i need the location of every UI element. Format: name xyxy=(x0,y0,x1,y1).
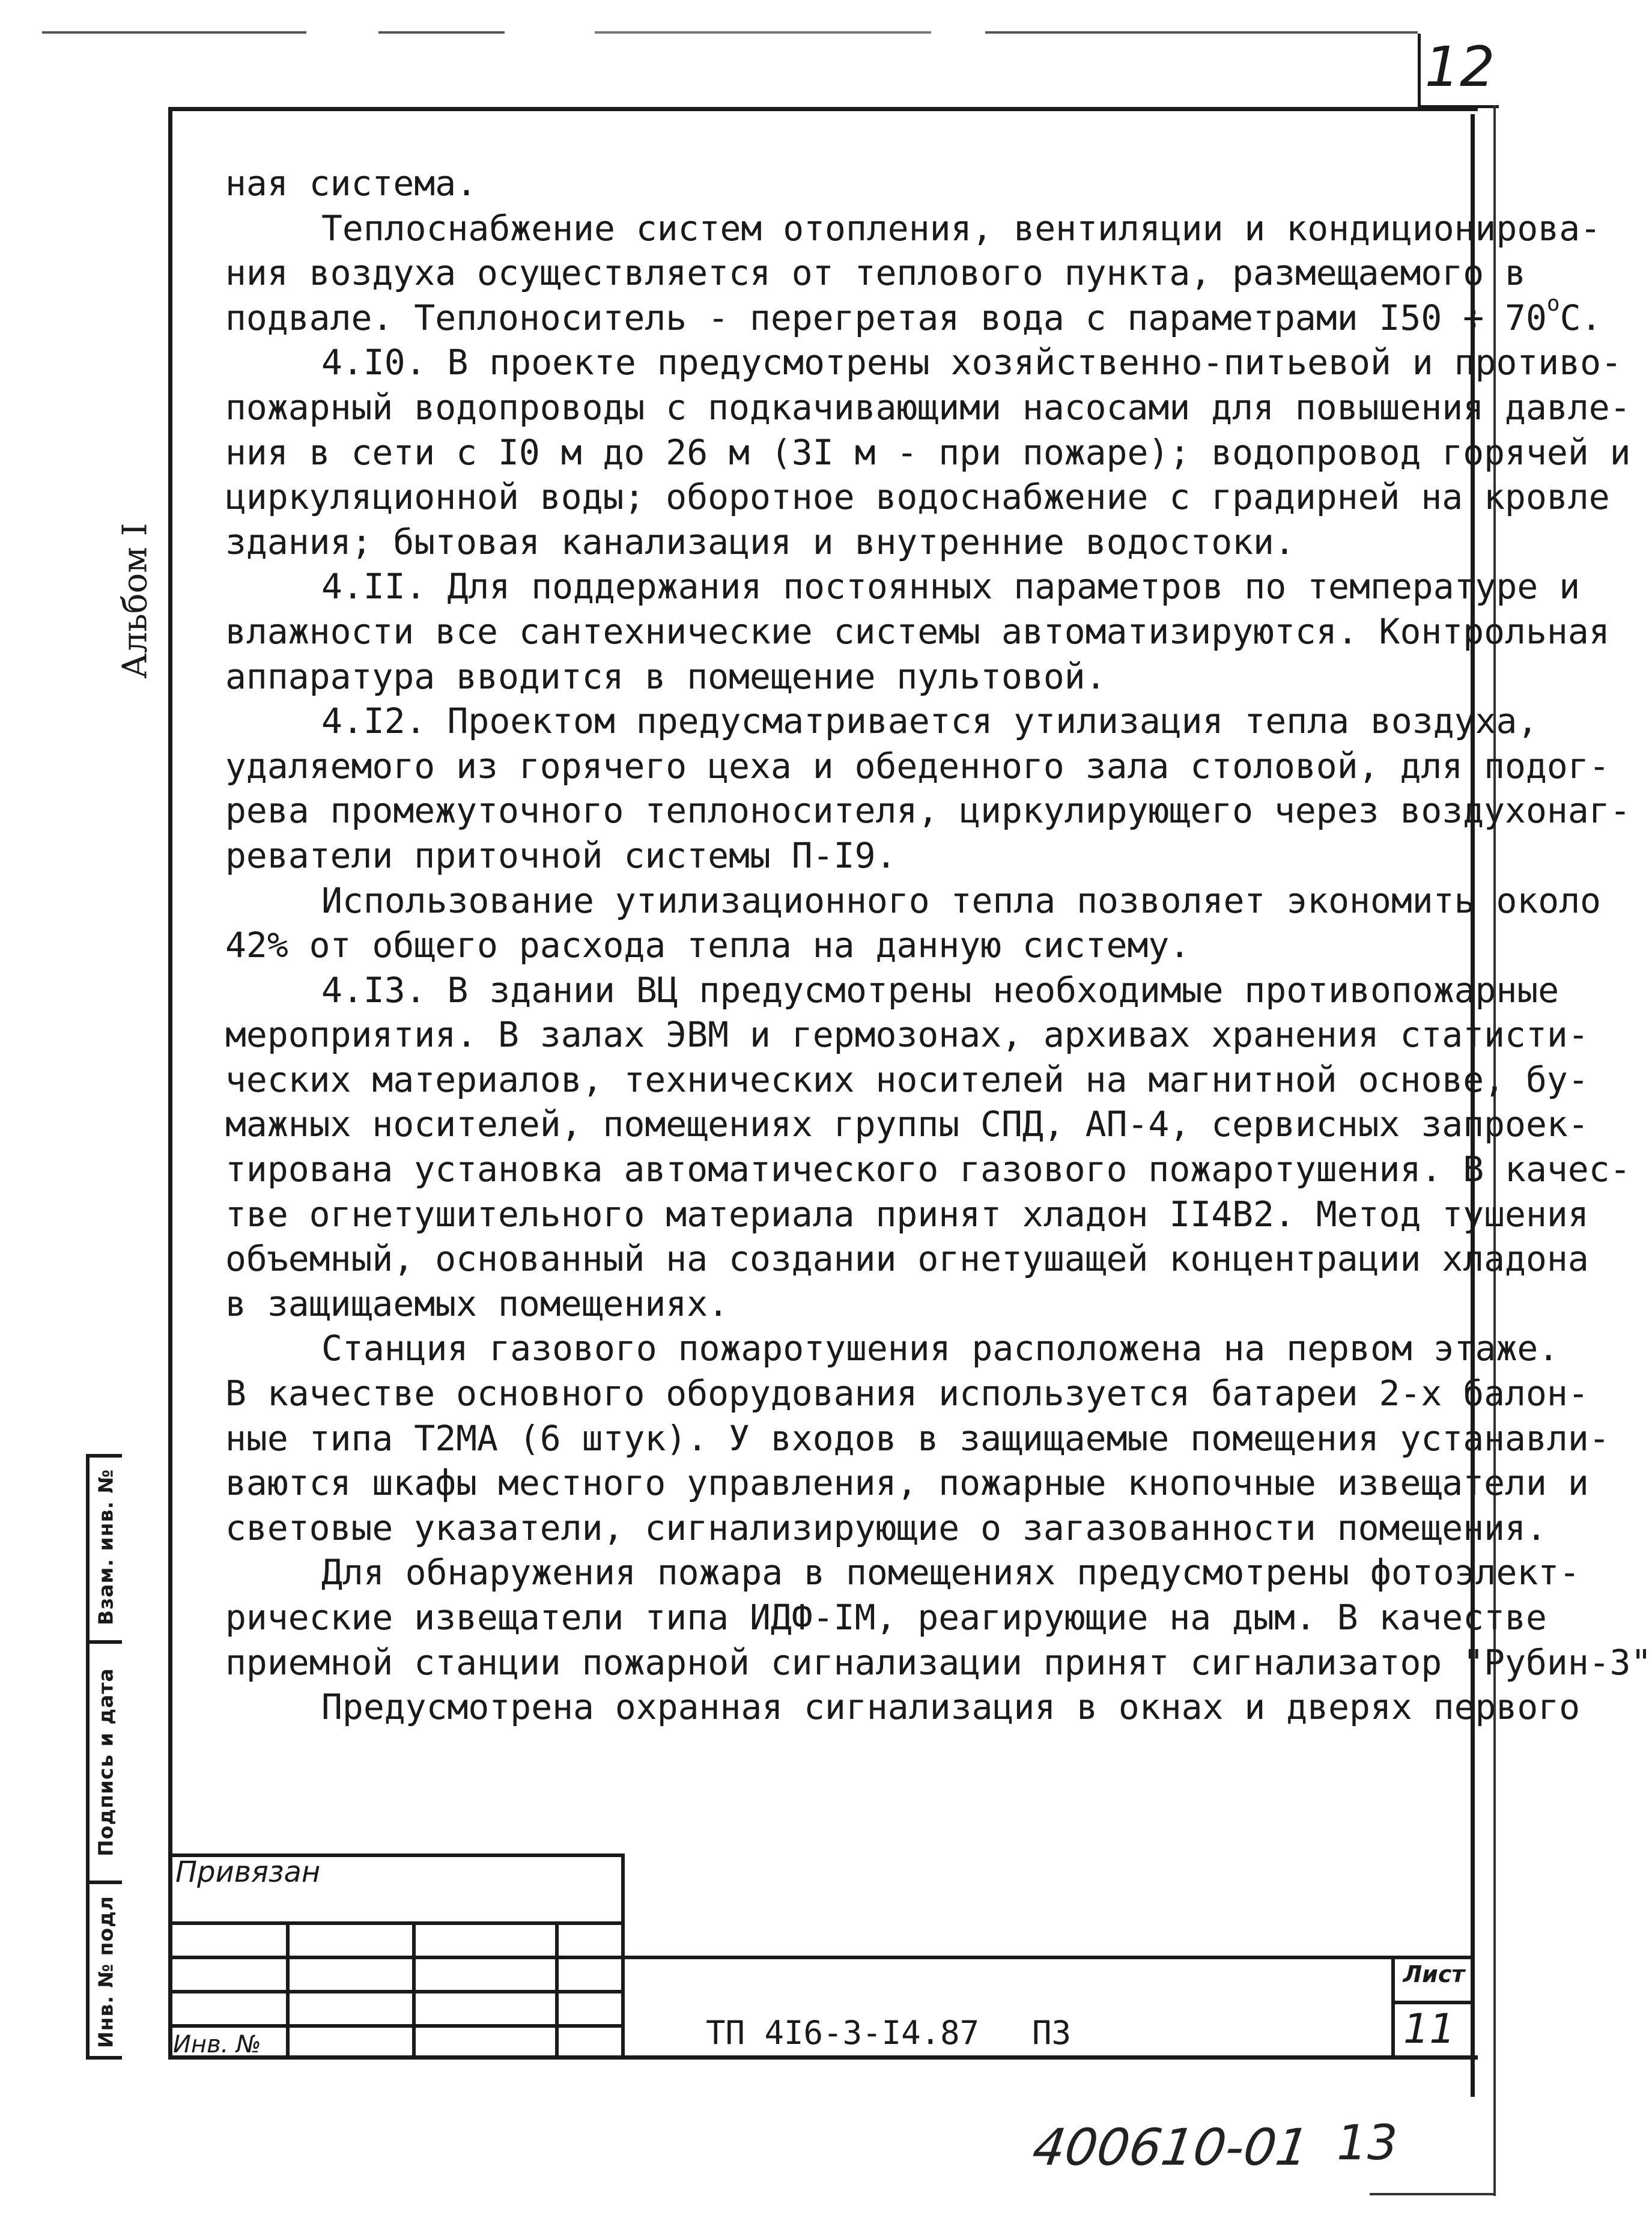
scan-line xyxy=(595,31,931,34)
body-line xyxy=(225,1102,1589,1147)
body-line-text: ная система. xyxy=(225,163,478,204)
stamp-inventory-label: Инв. № подл xyxy=(94,1896,118,2048)
album-label-text: Альбом I xyxy=(115,523,155,679)
body-line-text: 4.II. Для поддержания постоянных параметров по температуре и xyxy=(321,566,1581,607)
body-line-text: объемный, основанный на создании огнетушащей концентрации хладона xyxy=(225,1238,1589,1280)
body-line xyxy=(225,1685,1581,1730)
body-line xyxy=(225,788,1631,833)
body-line-text: приемной станции пожарной сигнализации принят сигнализатор "Рубин-3" xyxy=(225,1641,1652,1683)
body-line-text: тирована установка автоматического газового пожаротушения. В качес- xyxy=(225,1149,1631,1190)
body-line-text: Для обнаружения пожара в помещениях предусмотрены фотоэлект- xyxy=(321,1552,1581,1593)
album-label xyxy=(102,511,168,691)
title-block-line xyxy=(168,1956,1475,1959)
body-line-text: 4.I0. В проекте предусмотрены хозяйственно-питьевой и противо- xyxy=(321,342,1622,383)
body-line xyxy=(225,1416,1610,1461)
title-block-line xyxy=(1391,2001,1475,2004)
body-line-text: 4.I2. Проектом предусматривается утилизация тепла воздуха, xyxy=(321,701,1538,742)
body-line xyxy=(225,968,1559,1013)
body-line xyxy=(225,340,1622,385)
body-line xyxy=(225,1595,1547,1640)
body-line-text: Предусмотрена охранная сигнализация в окнах и дверях первого xyxy=(321,1686,1581,1728)
body-line xyxy=(225,385,1631,430)
title-block-line xyxy=(555,1921,559,2060)
scan-line xyxy=(378,31,505,34)
sheet-edge-bottom xyxy=(1370,2193,1496,2195)
body-line xyxy=(225,744,1610,789)
archive-page-number: 13 xyxy=(1337,2115,1398,2171)
scan-line xyxy=(985,31,1418,34)
body-line-text: влажности все сантехнические системы автоматизируются. Контрольная xyxy=(225,610,1610,652)
page-number-box xyxy=(1418,34,1499,108)
body-line-text: в защищаемых помещениях. xyxy=(225,1283,729,1324)
body-line-text: ния воздуха осуществляется от теплового пункта, размещаемого в xyxy=(225,252,1526,294)
stamp-replacement-label: Взам. инв. № xyxy=(94,1468,118,1626)
body-line xyxy=(225,430,1631,475)
body-line xyxy=(225,1550,1581,1595)
body-line xyxy=(225,475,1610,520)
body-line xyxy=(225,1192,1589,1237)
sheet-label: Лист xyxy=(1403,1961,1465,1987)
body-line xyxy=(225,1371,1589,1416)
body-line-text: Теплоснабжение систем отопления, вентиляции и кондиционирова- xyxy=(321,207,1602,249)
body-line xyxy=(225,206,1602,251)
archive-number: 400610-01 xyxy=(1029,2118,1313,2177)
body-line-text: тве огнетушительного материала принят хладон II4В2. Метод тушения xyxy=(225,1193,1589,1235)
body-line xyxy=(225,520,1463,565)
inv-no-label: Инв. № xyxy=(173,2031,261,2058)
body-line-text: аппаратура вводится в помещение пультовой. xyxy=(225,655,1107,697)
body-line-text: удаляемого из горячего цеха и обеденного зала столовой, для подог- xyxy=(225,745,1610,786)
body-line xyxy=(225,564,1581,609)
body-line-text: В качестве основного оборудования используется батареи 2-х балон- xyxy=(225,1373,1589,1414)
body-line-text: мероприятия. В залах ЭВМ и гермозонах, архивах хранения статисти- xyxy=(225,1014,1589,1056)
body-line-text: ческих материалов, технических носителей на магнитной основе, бу- xyxy=(225,1059,1589,1100)
body-line xyxy=(225,1326,1559,1371)
title-block-line xyxy=(412,1921,416,2060)
scan-line xyxy=(42,31,306,34)
body-line-text: подвале. Теплоноситель - перегретая вода с параметрами I50 ÷ 70 xyxy=(225,297,1547,338)
body-line-text: ваются шкафы местного управления, пожарные кнопочные извещатели и xyxy=(225,1462,1589,1504)
body-line xyxy=(225,654,1463,699)
body-line xyxy=(225,878,1602,923)
temp-unit: С. xyxy=(1559,297,1602,338)
body-line xyxy=(225,251,1526,296)
body-line-text: реватели приточной системы П-I9. xyxy=(225,835,897,876)
body-line xyxy=(225,1282,1463,1327)
stamp-cell-signature xyxy=(90,1640,122,1881)
document-body xyxy=(225,161,1652,1730)
privyazan-label: Привязан xyxy=(175,1855,321,1889)
body-line-text: ния в сети с I0 м до 26 м (3I м - при пожаре); водопровод горячей и xyxy=(225,431,1631,473)
degree-sign: o xyxy=(1546,291,1560,316)
body-line xyxy=(225,699,1538,744)
body-line-text: пожарный водопроводы с подкачивающими насосами для повышения давле- xyxy=(225,386,1631,428)
body-line-text: 42% от общего расхода тепла на данную систему. xyxy=(225,925,1191,966)
body-line xyxy=(225,161,1463,206)
body-line-text: здания; бытовая канализация и внутренние водостоки. xyxy=(225,521,1295,562)
title-block-line xyxy=(286,1921,290,2060)
body-line-text: рические извещатели типа ИДФ-IМ, реагирующие на дым. В качестве xyxy=(225,1597,1547,1638)
body-line xyxy=(225,1640,1652,1685)
body-line-text: Использование утилизационного тепла позволяет экономить около xyxy=(321,880,1602,921)
body-line xyxy=(225,1236,1589,1282)
body-line xyxy=(225,291,1602,341)
body-line xyxy=(225,833,1463,878)
body-line xyxy=(225,1147,1631,1192)
body-line-text: световые указатели, сигнализирующие о загазованности помещения. xyxy=(225,1507,1547,1548)
document-type: ПЗ xyxy=(1032,2014,1072,2052)
document-code: ТП 4I6-3-I4.87 xyxy=(706,2014,980,2052)
page-number: 12 xyxy=(1424,35,1495,99)
body-line-text: мажных носителей, помещениях группы СПД, АП-4, сервисных запроек- xyxy=(225,1104,1589,1145)
stamp-signature-label: Подпись и дата xyxy=(94,1668,118,1856)
stamp-strip xyxy=(86,1454,122,2060)
body-line xyxy=(225,923,1463,968)
stamp-cell-replacement xyxy=(90,1454,122,1640)
body-line xyxy=(225,1506,1547,1551)
body-line xyxy=(225,1057,1589,1102)
body-line xyxy=(225,1012,1589,1057)
sheet-number: 11 xyxy=(1403,2005,1456,2053)
body-line xyxy=(225,609,1610,654)
stamp-cell-inventory xyxy=(90,1881,122,2060)
body-line xyxy=(225,1461,1589,1506)
body-line-text: циркуляционной воды; оборотное водоснабжение с градирней на кровле xyxy=(225,476,1610,518)
body-line-text: рева промежуточного теплоносителя, циркулирующего через воздухонаг- xyxy=(225,790,1631,832)
body-line-text: ные типа Т2МА (6 штук). У входов в защищаемые помещения устанавли- xyxy=(225,1417,1610,1459)
body-line-text: Станция газового пожаротушения расположена на первом этаже. xyxy=(321,1328,1559,1369)
body-line-text: 4.I3. В здании ВЦ предусмотрены необходимые противопожарные xyxy=(321,969,1559,1011)
